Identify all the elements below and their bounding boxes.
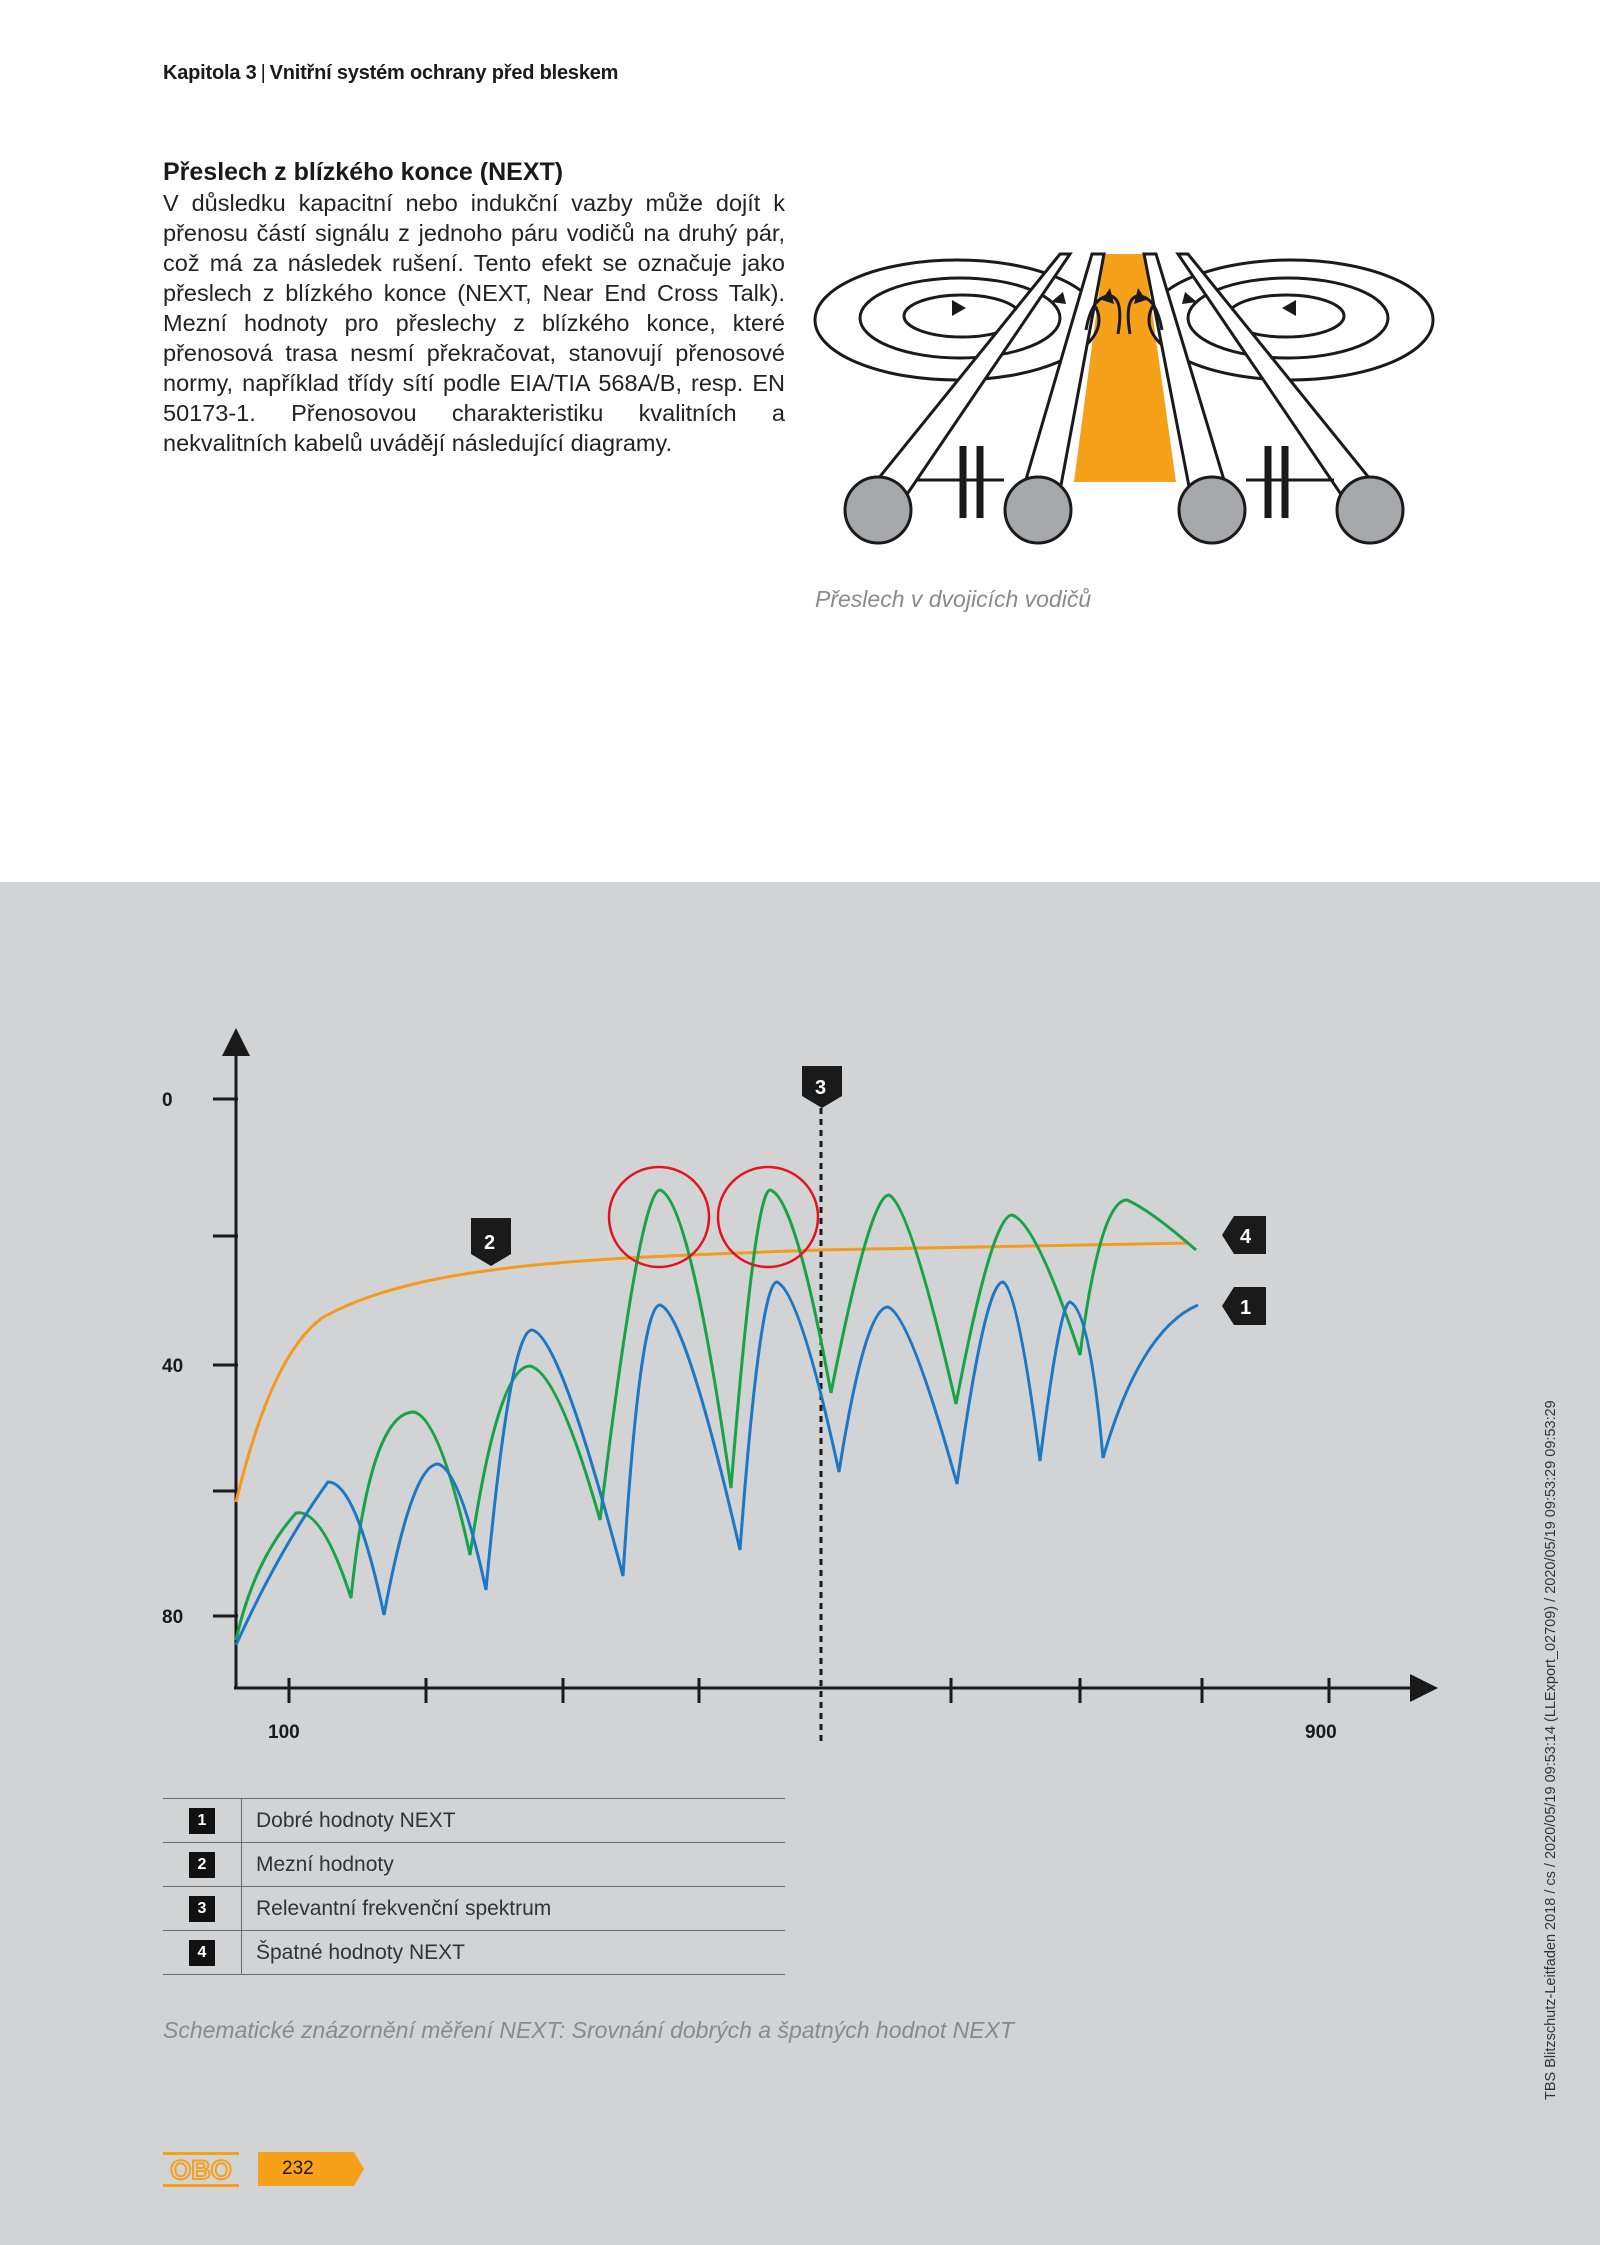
legend-number: 1 <box>189 1808 215 1834</box>
page-number: 232 <box>282 2158 314 2179</box>
legend-label: Špatné hodnoty NEXT <box>242 1931 786 1975</box>
svg-text:4: 4 <box>1240 1226 1252 1248</box>
peak-highlight-1 <box>609 1167 709 1267</box>
y-tick-label-40: 40 <box>162 1356 184 1377</box>
side-document-info: TBS Blitzschutz-Leitfaden 2018 / cs / 2020/05/19 09:53:14 (LLExport_02709) / 2020/05/19 09:53:29 09:53:29 <box>1543 1400 1559 2100</box>
page-number-tab <box>258 2152 364 2186</box>
x-tick-label-900: 900 <box>1305 1722 1337 1743</box>
legend-number: 4 <box>189 1940 215 1966</box>
badge-3 <box>802 1066 842 1108</box>
badge-4 <box>1222 1216 1266 1254</box>
badge-2 <box>471 1218 511 1266</box>
y-axis-arrow <box>222 1028 250 1056</box>
chapter-title: Vnitřní systém ochrany před bleskem <box>269 62 619 84</box>
header-separator: | <box>260 62 266 84</box>
legend-row <box>163 1799 785 1843</box>
svg-text:3: 3 <box>815 1077 827 1099</box>
legend-label: Dobré hodnoty NEXT <box>242 1799 786 1843</box>
legend-number: 3 <box>189 1896 215 1922</box>
legend-row <box>163 1843 785 1887</box>
x-tick-label-100: 100 <box>268 1722 300 1743</box>
legend-number: 2 <box>189 1852 215 1878</box>
figure-1-caption: Přeslech v dvojicích vodičů <box>815 586 1092 612</box>
bad-next-curve <box>236 1190 1196 1640</box>
x-axis-arrow <box>1410 1674 1438 1702</box>
section-title: Přeslech z blízkého konce (NEXT) <box>163 158 564 186</box>
good-next-curve <box>236 1282 1198 1645</box>
chapter-number: Kapitola 3 <box>163 62 257 84</box>
x-ticks <box>289 1678 1329 1703</box>
svg-text:2: 2 <box>484 1232 496 1254</box>
y-tick-label-0: 0 <box>162 1090 173 1111</box>
legend-row <box>163 1931 785 1975</box>
y-tick-label-80: 80 <box>162 1607 184 1628</box>
y-ticks <box>213 1099 238 1616</box>
legend-label: Mezní hodnoty <box>242 1843 786 1887</box>
section-body: V důsledku kapacitní nebo indukční vazby může dojít k přenosu částí signálu z jednoho páru vodičů na druhý pár, což má za následek rušení. Tento efekt se označuje jako přeslech z blízkého konce (NEXT, Near End Cross Talk). Mezní hodnoty pro přeslechy z blízkého konce, které přenosová trasa nesmí překračovat, stanovují přenosové normy, například třídy sítí podle EIA/TIA 568A/B, resp. EN 50173-1. Přenosovou charakteristiku kvalitních a nekvalitních kabelů uvádějí následující diagramy. <box>163 190 785 456</box>
badge-1 <box>1222 1287 1266 1325</box>
obo-logo <box>163 2152 239 2188</box>
figure-2-caption: Schematické znázornění měření NEXT: Srovnání dobrých a špatných hodnot NEXT <box>163 2017 1014 2043</box>
legend-label: Relevantní frekvenční spektrum <box>242 1887 786 1931</box>
svg-text:1: 1 <box>1240 1297 1252 1319</box>
logo-text: OBO <box>170 2155 232 2185</box>
chart-legend <box>163 1798 785 1975</box>
legend-row <box>163 1887 785 1931</box>
